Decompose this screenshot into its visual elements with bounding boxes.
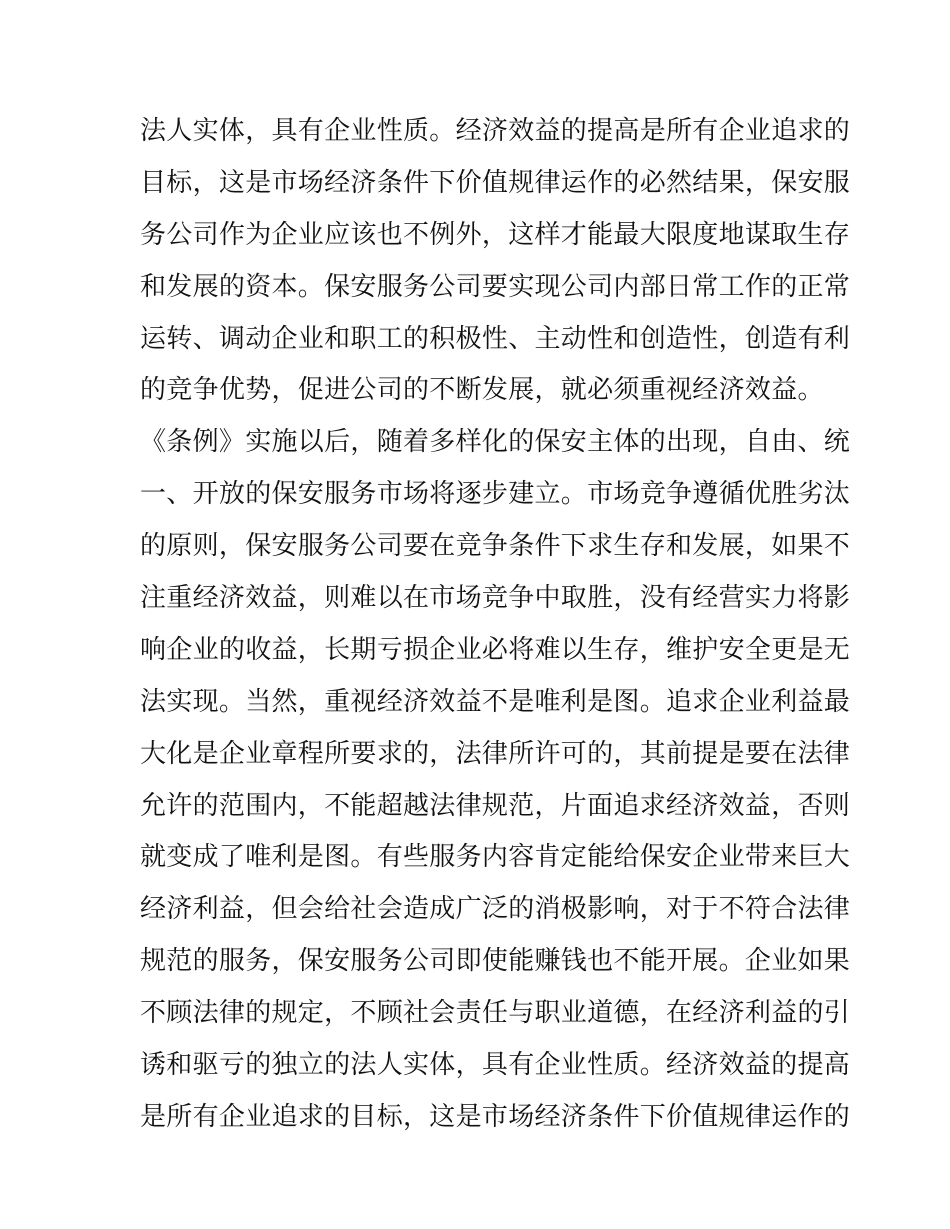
text-line: 经济利益，但会给社会造成广泛的消极影响，对于不符合法律: [140, 894, 851, 925]
text-line: 的竞争优势，促进公司的不断发展，就必须重视经济效益。: [140, 375, 824, 406]
text-line: 规范的服务，保安服务公司即使能赚钱也不能开展。企业如果: [140, 946, 851, 977]
text-line: 和发展的资本。保安服务公司要实现公司内部日常工作的正常: [140, 271, 851, 302]
text-line: 诱和驱亏的独立的法人实体，具有企业性质。经济效益的提高: [140, 1050, 851, 1081]
text-line: 就变成了唯利是图。有些服务内容肯定能给保安企业带来巨大: [140, 842, 851, 873]
text-line: 一、开放的保安服务市场将逐步建立。市场竞争遵循优胜劣汰: [140, 479, 851, 510]
text-line: 运转、调动企业和职工的积极性、主动性和创造性，创造有利: [140, 323, 851, 354]
text-line: 《条例》实施以后，随着多样化的保安主体的出现，自由、统: [140, 427, 851, 458]
body-text: [140, 106, 851, 1144]
text-line: 法人实体，具有企业性质。经济效益的提高是所有企业追求的: [140, 116, 851, 146]
text-line: 法实现。当然，重视经济效益不是唯利是图。追求企业利益最: [140, 686, 851, 717]
text-line: 允许的范围内，不能超越法律规范，片面追求经济效益，否则: [140, 790, 851, 821]
text-line: 注重经济效益，则难以在市场竞争中取胜，没有经营实力将影: [140, 583, 851, 614]
text-line: 大化是企业章程所要求的，法律所许可的，其前提是要在法律: [140, 738, 851, 769]
text-line: 不顾法律的规定，不顾社会责任与职业道德，在经济利益的引: [140, 998, 851, 1029]
text-line: 务公司作为企业应该也不例外，这样才能最大限度地谋取生存: [140, 219, 851, 250]
text-line: 目标，这是市场经济条件下价值规律运作的必然结果，保安服: [140, 167, 851, 198]
text-line: 的原则，保安服务公司要在竞争条件下求生存和发展，如果不: [140, 531, 851, 562]
text-line: 响企业的收益，长期亏损企业必将难以生存，维护安全更是无: [140, 634, 851, 665]
text-line: 是所有企业追求的目标，这是市场经济条件下价值规律运作的: [140, 1101, 851, 1132]
